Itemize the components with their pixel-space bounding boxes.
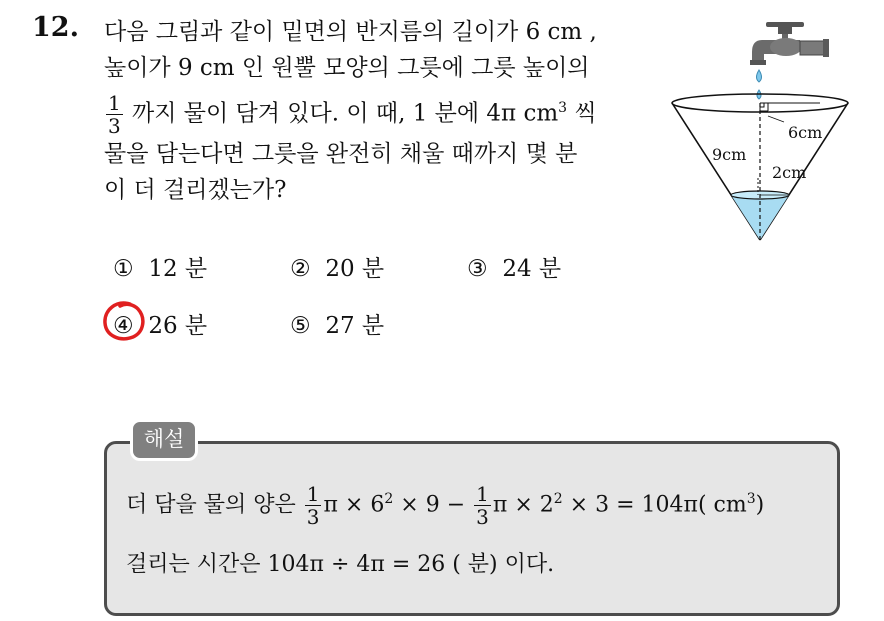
- option-3-mark: ③: [467, 256, 488, 282]
- solution-l1-exp-e: 3: [746, 491, 756, 508]
- question-text: [104, 14, 664, 208]
- option-5-mark: ⑤: [290, 313, 311, 339]
- solution-fraction-2: [474, 484, 491, 527]
- solution-l1-expr-f: ): [755, 492, 765, 518]
- faucet-icon: [750, 22, 829, 65]
- solution-l1-expr-e: × 3 = 104π( cm: [562, 492, 747, 518]
- cone-vessel-figure: [660, 10, 870, 250]
- question-line-4: 물을 담는다면 그릇을 완전히 채울 때까지 몇 분: [104, 141, 578, 168]
- question-line-3-end: 씩: [567, 100, 597, 127]
- option-3-text: 24 분: [502, 256, 562, 282]
- option-5[interactable]: [290, 307, 384, 340]
- solution-l1-exp-d: 2: [553, 491, 563, 508]
- answer-circle-mark: [100, 298, 148, 344]
- option-1[interactable]: [113, 250, 207, 283]
- question-line-5: 이 더 걸리겠는가?: [104, 177, 287, 204]
- option-2-text: 20 분: [325, 256, 385, 282]
- solution-l1-text: 더 담을 물의 양은: [126, 492, 296, 518]
- question-line-2: 높이가 9 cm 인 원뿔 모양의 그릇에 그릇 높이의: [104, 55, 590, 81]
- radius-label: 6cm: [788, 123, 823, 142]
- solution-line-1: [126, 484, 764, 527]
- fraction-numerator: 1: [108, 91, 121, 116]
- question-line-1: 다음 그림과 같이 밑면의 반지름의 길이가 6 cm ,: [104, 19, 597, 45]
- option-2-mark: ②: [290, 256, 311, 282]
- option-1-text: 12 분: [148, 256, 208, 282]
- question-number: 12.: [32, 12, 79, 43]
- solution-fraction-1: [305, 484, 322, 527]
- solution-fraction-1-num: 1: [306, 482, 320, 506]
- option-1-mark: ①: [113, 256, 134, 282]
- unit-exponent: 3: [558, 100, 568, 116]
- solution-line-2: 걸리는 시간은 104π ÷ 4π = 26 ( 분) 이다.: [126, 552, 555, 577]
- fraction-one-third: [106, 91, 123, 139]
- option-3[interactable]: [467, 250, 561, 283]
- fraction-denominator: 3: [108, 114, 121, 139]
- option-2[interactable]: [290, 250, 384, 283]
- option-4-text: 26 분: [148, 313, 208, 339]
- question-line-3-text: 까지 물이 담겨 있다. 이 때, 1 분에 4π cm: [132, 100, 559, 127]
- solution-box: [104, 441, 840, 616]
- solution-tag: 해설: [130, 419, 198, 461]
- solution-l1-expr-b: π × 6: [323, 492, 385, 518]
- option-4-mark: ④: [113, 313, 134, 339]
- solution-fraction-1-den: 3: [306, 505, 320, 529]
- question-line-3: [104, 86, 664, 139]
- option-5-text: 27 분: [325, 313, 385, 339]
- water-radius-label: 2cm: [772, 163, 807, 182]
- solution-l1-expr-c: × 9 −: [393, 492, 466, 518]
- solution-l1-exp-b: 2: [384, 491, 394, 508]
- height-label: 9cm: [712, 145, 747, 164]
- solution-fraction-2-num: 1: [476, 482, 489, 506]
- solution-fraction-2-den: 3: [476, 505, 489, 529]
- solution-l1-expr-d: π × 2: [492, 492, 554, 518]
